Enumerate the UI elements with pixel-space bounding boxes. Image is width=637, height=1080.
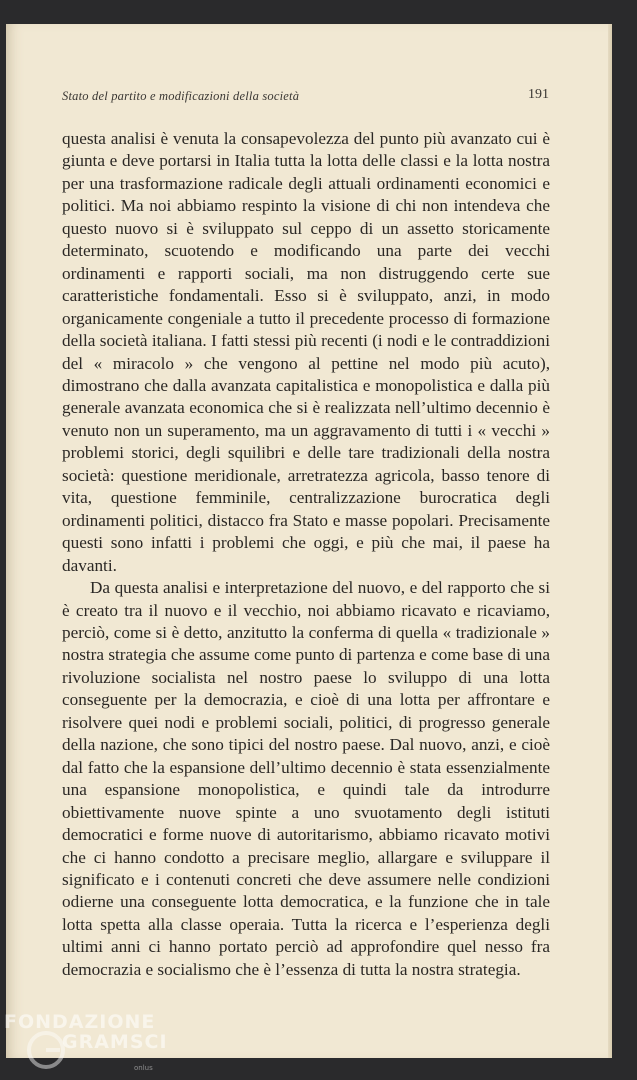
page-number: 191 (528, 87, 549, 102)
page-edge (608, 24, 612, 1058)
body-text (62, 128, 550, 981)
watermark-sub: onlus (134, 1064, 153, 1072)
paragraph: questa analisi è venuta la consapevolezza del punto più avanzato cui è giunta e deve portarsi in Italia tutta la lotta delle classi e la lotta nostra per una trasformazione radicale degli attuali ordinamenti economici e politici. Ma noi abbiamo respinto la visione di chi non intendeva che questo nuovo si è sviluppato sul ceppo di un assetto storicamente determinato, scuotendo e modificando una parte dei vecchi ordinamenti e rapporti sociali, ma non distruggendo certe sue caratteristiche fondamentali. Esso si è sviluppato, anzi, in modo organicamente congeniale a tutto il precedente processo di formazione della società italiana. I fatti stessi più recenti (i nodi e le contraddizioni del « miracolo » che vengono al pettine nel modo più acuto), dimostrano che dalla avanzata capitalistica e monopolistica e dalla più generale avanzata economica che si è realizzata nell’ultimo decennio è venuto non un superamento, ma un aggravamento di tutti i « vecchi » problemi storici, degli squilibri e delle tare tradizionali della nostra società: questione meridionale, arretratezza agricola, basso tenore di vita, questione femminile, centralizzazione burocratica degli ordinamenti politici, distacco fra Stato e masse popolari. Precisamente questi sono infatti i problemi che oggi, e più che mai, il paese ha davanti. (62, 129, 550, 575)
running-head: Stato del partito e modificazioni della società (62, 89, 300, 103)
paragraph: Da questa analisi e interpretazione del nuovo, e del rapporto che si è creato tra il nuovo e il vecchio, noi abbiamo ricavato e ricaviamo, perciò, come si è detto, anzitutto la conferma di quella « tradizionale » nostra strategia che assume come punto di partenza e come base di una rivoluzione socialista nel nostro paese lo sviluppo di una lotta conseguente per la democrazia, e cioè di una lotta per affrontare e risolvere quei nodi e problemi sociali, politici, di progresso generale della nazione, che sono tipici del nostro paese. Dal nuovo, anzi, e cioè dal fatto che la espansione dell’ultimo decennio è stata essenzialmente una espansione monopolistica, e quindi tale da introdurre obiettivamente nuove spinte a uno svuotamento degli istituti democratici e forme nuove di autoritarismo, abbiamo ricavato motivi che ci hanno condotto a precisare meglio, allargare e sviluppare il significato e i contenuti concreti che deve assumere nelle condizioni odierne una conseguente lotta democratica, e la funzione che in tale lotta spetta alla classe operaia. Tutta la ricerca e l’esperienza degli ultimi anni ci hanno portato perciò ad approfondire quel nesso fra democrazia e socialismo che è l’essenza di tutta la nostra strategia. (62, 578, 550, 979)
watermark (4, 1012, 168, 1052)
watermark-line-2: GRAMSCI (62, 1031, 168, 1053)
watermark-line-1: FONDAZIONE (4, 1011, 156, 1033)
